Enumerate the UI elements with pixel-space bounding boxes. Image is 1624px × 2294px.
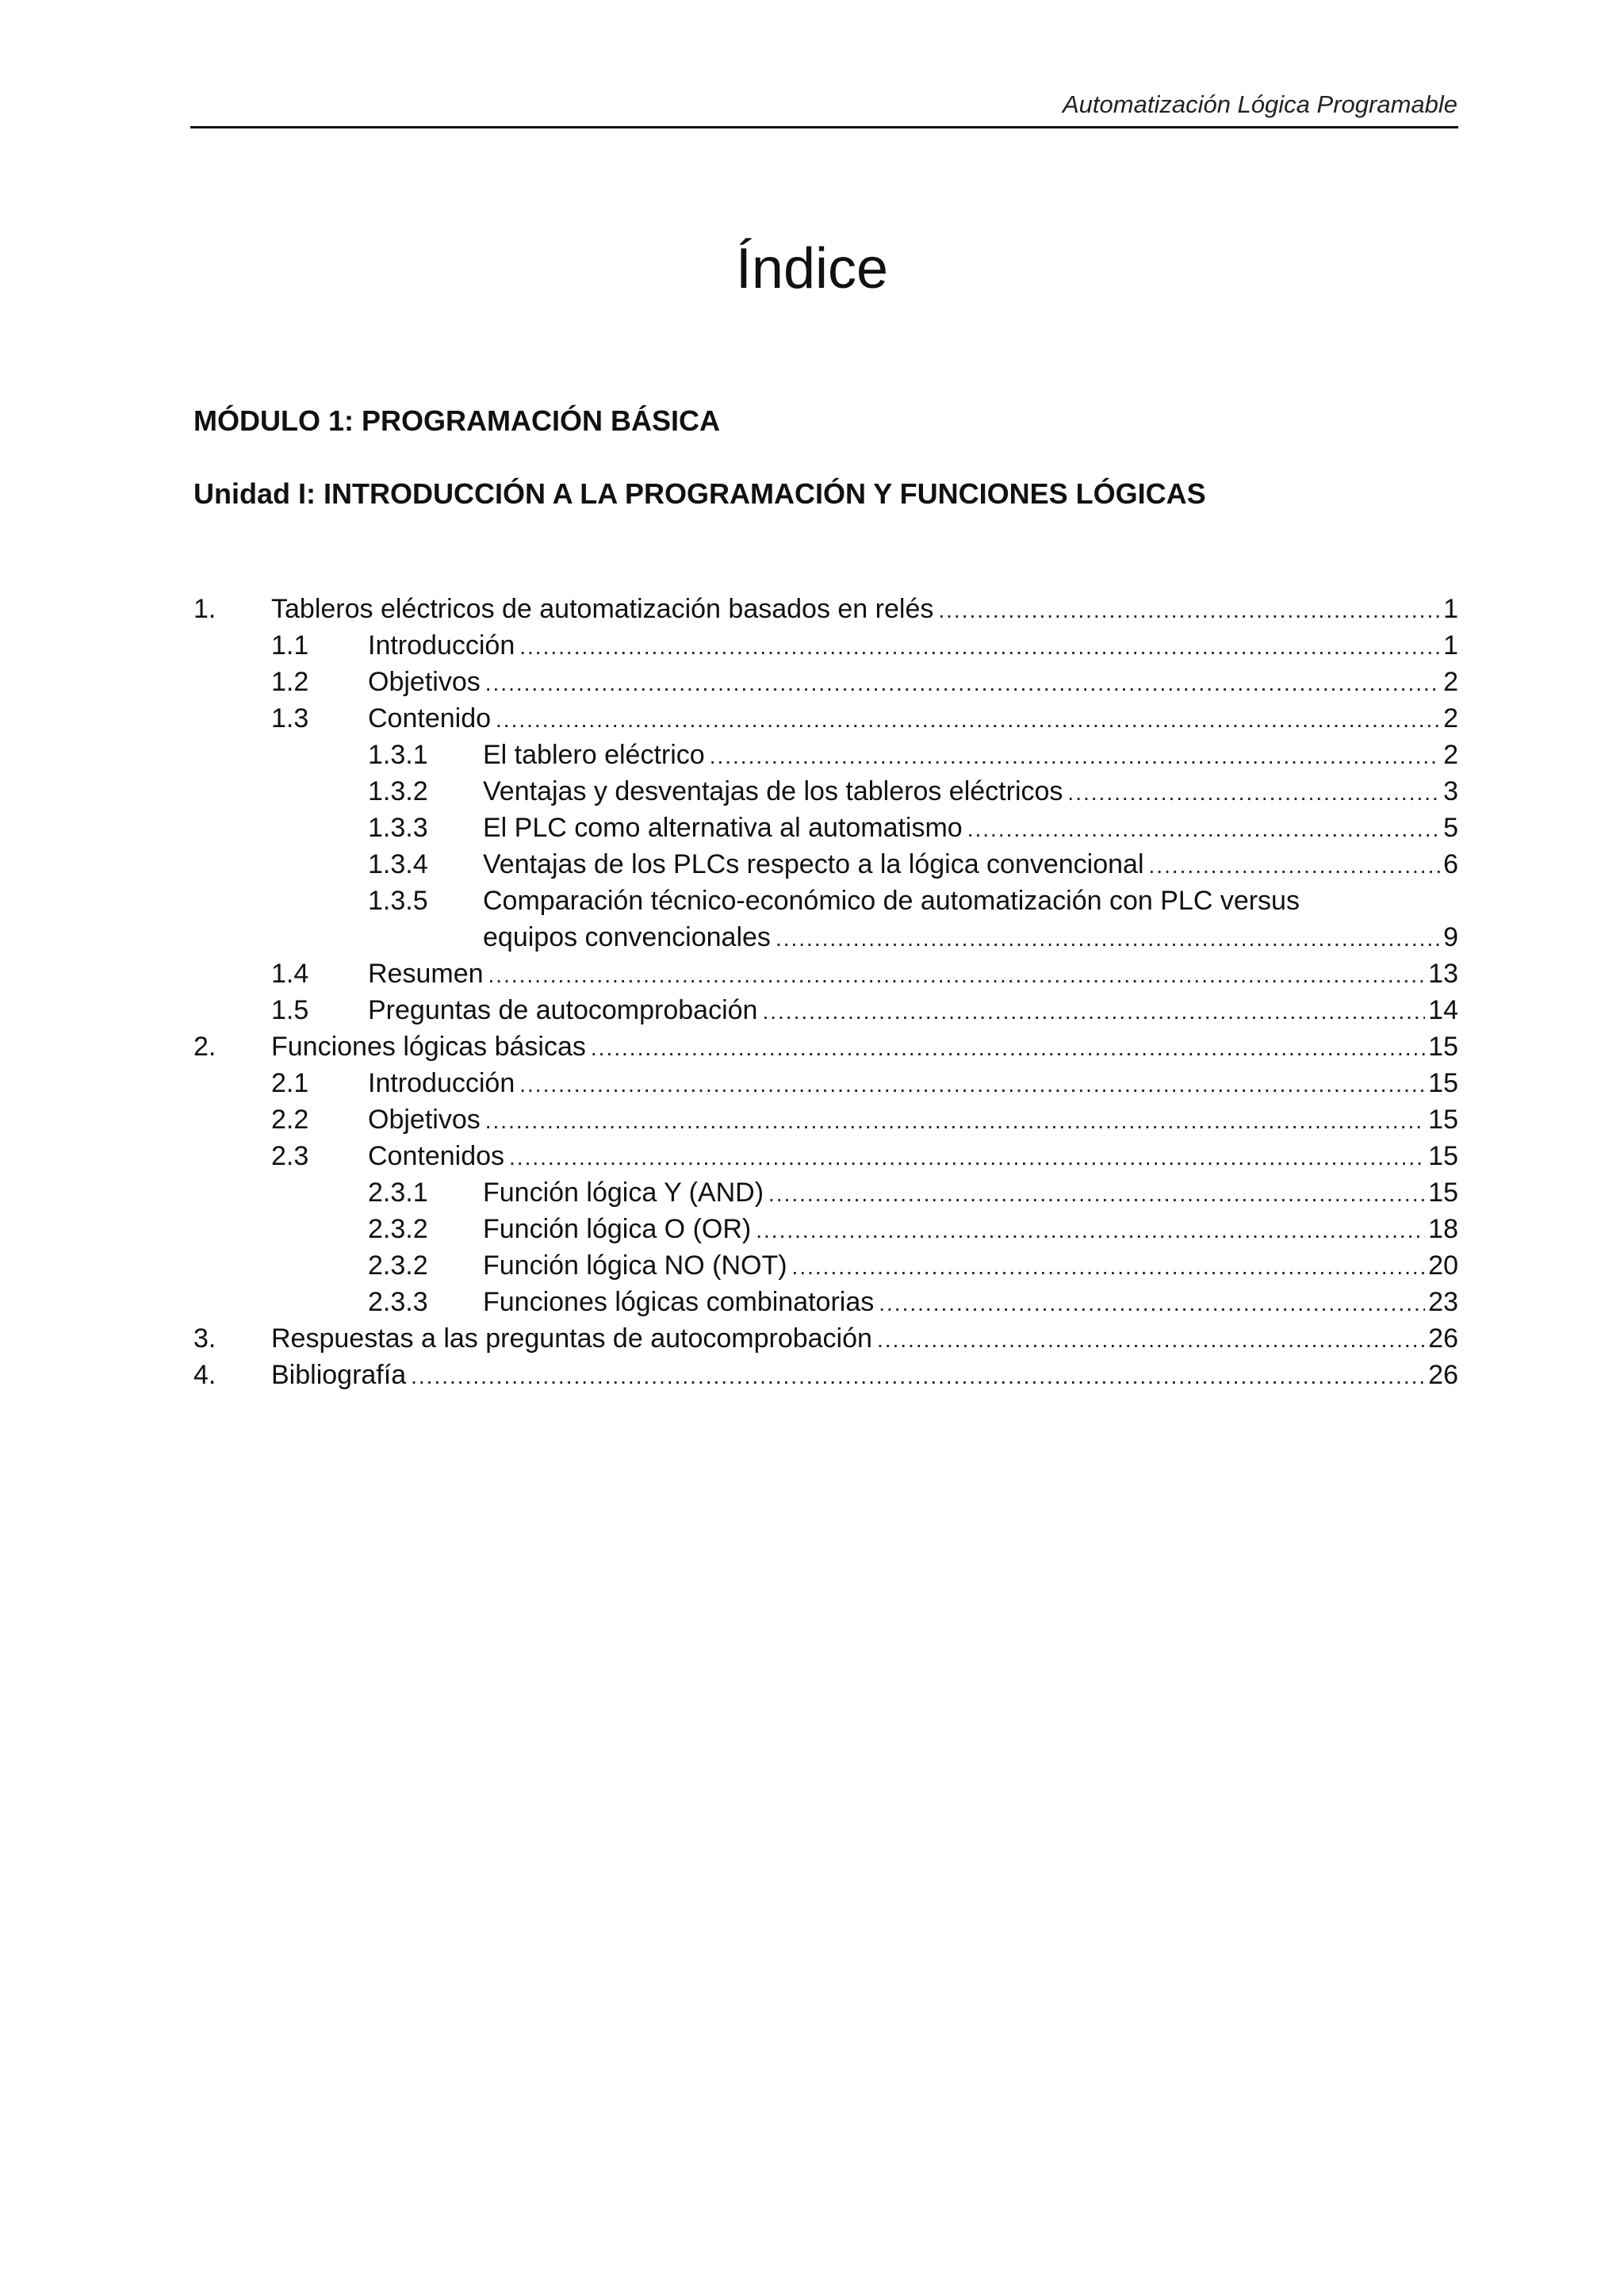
page-title: Índice <box>735 237 889 301</box>
toc-entry[interactable] <box>193 1174 1458 1211</box>
toc-dot-leader <box>591 1028 1425 1067</box>
toc-entry-page: 1 <box>1443 594 1458 624</box>
toc-entry[interactable] <box>193 1028 1458 1065</box>
toc-entry-page: 9 <box>1443 922 1458 952</box>
toc-entry-page: 6 <box>1443 849 1458 879</box>
toc-entry-title: Contenido <box>368 703 492 733</box>
toc-entry-title: El tablero eléctrico <box>483 740 705 770</box>
toc-entry-number: 1.3.2 <box>368 776 428 806</box>
toc-entry-page: 26 <box>1428 1360 1458 1390</box>
toc-entry-number: 1.3.1 <box>368 740 428 770</box>
toc-entry-title: Función lógica O (OR) <box>483 1214 752 1244</box>
toc-entry-number: 3. <box>193 1323 216 1354</box>
toc-dot-leader <box>710 737 1440 775</box>
toc-dot-leader <box>488 956 1426 994</box>
toc-entry-number: 1.1 <box>271 630 309 661</box>
toc-entry[interactable] <box>193 700 1458 737</box>
toc-entry-page: 13 <box>1428 959 1458 989</box>
toc-entry-page: 3 <box>1443 776 1458 806</box>
toc-entry-title: Funciones lógicas básicas <box>271 1032 586 1062</box>
toc-dot-leader <box>509 1138 1425 1176</box>
toc-entry[interactable] <box>193 1247 1458 1284</box>
toc-dot-leader <box>792 1247 1426 1285</box>
toc-dot-leader <box>519 1065 1425 1103</box>
toc-dot-leader <box>519 627 1440 665</box>
toc-entry-number: 2.3.1 <box>368 1178 428 1208</box>
toc-entry-title: Objetivos <box>368 667 481 697</box>
toc-dot-leader <box>776 919 1440 957</box>
toc-dot-leader <box>768 1174 1425 1212</box>
toc-dot-leader <box>411 1357 1425 1395</box>
toc-entry[interactable] <box>193 883 1458 919</box>
toc-entry-title: Contenidos <box>368 1141 505 1171</box>
toc-entry-page: 23 <box>1428 1287 1458 1317</box>
toc-entry[interactable] <box>193 664 1458 700</box>
toc-entry-number: 1. <box>193 594 216 624</box>
toc-entry-page: 18 <box>1428 1214 1458 1244</box>
toc-entry-number: 1.3.5 <box>368 886 428 916</box>
toc-entry-page: 1 <box>1443 630 1458 661</box>
toc-entry[interactable] <box>193 773 1458 810</box>
toc-dot-leader <box>762 992 1425 1030</box>
toc-entry-page: 2 <box>1443 667 1458 697</box>
toc-entry-page: 2 <box>1443 740 1458 770</box>
toc-entry-title: Tableros eléctricos de automatización basados en relés <box>271 594 934 624</box>
toc-dot-leader <box>1067 773 1440 811</box>
toc-entry[interactable] <box>193 1211 1458 1247</box>
toc-dot-leader <box>879 1284 1425 1322</box>
toc-dot-leader <box>877 1320 1425 1358</box>
toc-entry-number: 2.3 <box>271 1141 309 1171</box>
toc-entry-page: 15 <box>1428 1141 1458 1171</box>
toc-entry-number: 1.4 <box>271 959 309 989</box>
toc-entry-title: Preguntas de autocomprobación <box>368 995 758 1025</box>
toc-entry-title: Comparación técnico-económico de automatización con PLC versus <box>483 886 1300 916</box>
toc-entry-number: 2.2 <box>271 1105 309 1135</box>
toc-entry[interactable] <box>193 846 1458 883</box>
toc-entry-continuation[interactable] <box>193 919 1458 956</box>
toc-entry-page: 5 <box>1443 813 1458 843</box>
toc-entry-page: 15 <box>1428 1032 1458 1062</box>
toc-dot-leader <box>938 591 1440 629</box>
toc-entry[interactable] <box>193 591 1458 627</box>
toc-entry-title: Introducción <box>368 1068 515 1098</box>
toc-entry-page: 14 <box>1428 995 1458 1025</box>
header-rule <box>190 126 1458 128</box>
toc-entry-title: Función lógica NO (NOT) <box>483 1250 787 1281</box>
toc-dot-leader <box>485 1101 1425 1139</box>
table-of-contents <box>193 591 1458 1393</box>
toc-entry-page: 2 <box>1443 703 1458 733</box>
toc-entry-page: 15 <box>1428 1068 1458 1098</box>
toc-entry[interactable] <box>193 992 1458 1028</box>
toc-dot-leader <box>485 664 1440 702</box>
toc-entry-number: 2.3.2 <box>368 1250 428 1281</box>
toc-entry-title: El PLC como alternativa al automatismo <box>483 813 963 843</box>
toc-entry-title: Funciones lógicas combinatorias <box>483 1287 875 1317</box>
toc-entry-number: 2.3.3 <box>368 1287 428 1317</box>
toc-entry[interactable] <box>193 1101 1458 1138</box>
toc-entry-number: 2.1 <box>271 1068 309 1098</box>
toc-dot-leader <box>1149 846 1441 884</box>
toc-entry-number: 1.3.4 <box>368 849 428 879</box>
toc-entry[interactable] <box>193 1138 1458 1174</box>
toc-dot-leader <box>967 810 1440 848</box>
toc-entry-number: 1.5 <box>271 995 309 1025</box>
toc-entry[interactable] <box>193 1065 1458 1101</box>
toc-dot-leader <box>756 1211 1425 1249</box>
toc-entry[interactable] <box>193 1284 1458 1320</box>
toc-entry-page: 15 <box>1428 1105 1458 1135</box>
toc-entry-number: 1.2 <box>271 667 309 697</box>
toc-entry[interactable] <box>193 1357 1458 1393</box>
toc-entry-page: 20 <box>1428 1250 1458 1281</box>
toc-entry-title: Respuestas a las preguntas de autocomprobación <box>271 1323 872 1354</box>
toc-entry-title: Objetivos <box>368 1105 481 1135</box>
toc-entry[interactable] <box>193 1320 1458 1357</box>
toc-dot-leader <box>496 700 1440 738</box>
toc-entry-title: Resumen <box>368 959 484 989</box>
toc-entry-title: Bibliografía <box>271 1360 407 1390</box>
unit-title: Unidad I: INTRODUCCIÓN A LA PROGRAMACIÓN Y FUNCIONES LÓGICAS <box>193 477 1206 510</box>
running-header: Automatización Lógica Programable <box>1063 90 1457 118</box>
toc-entry-number: 4. <box>193 1360 216 1390</box>
toc-entry-title: Ventajas de los PLCs respecto a la lógica convencional <box>483 849 1144 879</box>
toc-entry[interactable] <box>193 810 1458 846</box>
toc-entry[interactable] <box>193 956 1458 992</box>
module-title: MÓDULO 1: PROGRAMACIÓN BÁSICA <box>193 404 720 437</box>
toc-entry[interactable] <box>193 627 1458 664</box>
toc-entry-page: 15 <box>1428 1178 1458 1208</box>
toc-entry-title-continuation: equipos convencionales <box>483 922 771 952</box>
toc-entry-number: 2.3.2 <box>368 1214 428 1244</box>
toc-entry-title: Función lógica Y (AND) <box>483 1178 764 1208</box>
toc-entry-number: 2. <box>193 1032 216 1062</box>
toc-entry-number: 1.3.3 <box>368 813 428 843</box>
toc-entry-number: 1.3 <box>271 703 309 733</box>
toc-entry[interactable] <box>193 737 1458 773</box>
toc-entry-title: Introducción <box>368 630 515 661</box>
toc-entry-title: Ventajas y desventajas de los tableros eléctricos <box>483 776 1063 806</box>
toc-entry-page: 26 <box>1428 1323 1458 1354</box>
